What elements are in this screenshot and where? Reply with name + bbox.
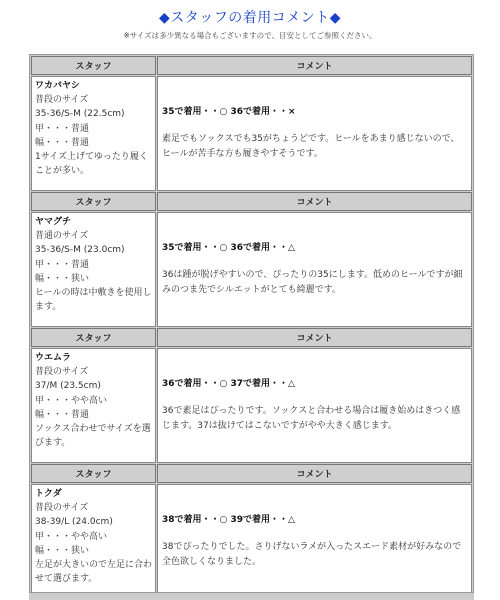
page-title: ◆スタッフの着用コメント◆ [158,10,342,26]
comment-text: 36は踵が脱げやすいので、ぴったりの35にします。低めのヒールですが細みのつま先でシルエットがとても綺麗です。 [162,270,463,295]
header-row [31,328,472,347]
staff-name: ウエムラ [35,353,72,363]
staff-extra: 左足が大きいので左足に合わせて選びます。 [35,560,153,585]
staff-name: トクダ [35,489,62,499]
size-note: ※サイズは多少異なる場合もございますので、目安としてご参照ください。 [123,31,377,40]
header-row [31,56,472,75]
usual-size-label: 普通のサイズ [35,231,89,242]
instep: 甲・・・普通 [35,123,90,134]
staff-comment [157,348,472,463]
staff-row [31,484,472,599]
staff-comment [157,484,472,599]
staff-name: ヤマグチ [35,217,72,227]
staff-header: スタッフ [31,464,156,483]
staff-comment-table [29,54,474,600]
staff-row [31,76,472,191]
header-row [31,192,472,211]
staff-header: スタッフ [31,328,156,347]
usual-size: 37/M (23.5cm) [35,381,101,392]
usual-size: 38-39/L (24.0cm) [35,517,113,528]
table-bottom-edge [29,592,474,600]
staff-row [31,212,472,327]
instep: 甲・・・普通 [35,259,90,270]
fit-result: 38で着用・・○ 39で着用・・△ [162,515,295,525]
comment-header: コメント [157,192,472,211]
fit-result: 35で着用・・○ 36で着用・・△ [162,243,295,253]
comment-header: コメント [157,328,472,347]
comment-text: 素足でもソックスでも35がちょうどです。ヒールをあまり感じないので、ヒールが苦手な方も履きやすそうです。 [162,134,460,159]
staff-comment [157,76,472,191]
staff-info [31,76,156,191]
staff-header: スタッフ [31,192,156,211]
staff-header: スタッフ [31,56,156,75]
foot-width: 幅・・・狭い [35,545,90,556]
instep: 甲・・・やや高い [35,531,108,542]
usual-size: 35-36/S-M (22.5cm) [35,109,125,120]
staff-info [31,212,156,327]
staff-name: ワカバヤシ [35,81,80,91]
instep: 甲・・・やや高い [35,395,108,406]
usual-size-label: 普段のサイズ [35,503,89,514]
usual-size-label: 普段のサイズ [35,95,89,106]
staff-info [31,348,156,463]
fit-result: 36で着用・・○ 37で着用・・△ [162,379,295,389]
comment-header: コメント [157,464,472,483]
staff-row [31,348,472,463]
staff-info [31,484,156,599]
staff-comment [157,212,472,327]
header-row [31,464,472,483]
comment-header: コメント [157,56,472,75]
foot-width: 幅・・・普通 [35,137,90,148]
foot-width: 幅・・・普通 [35,409,90,420]
staff-extra: ヒールの時は中敷きを使用します。 [35,288,152,313]
staff-extra: ソックス合わせでサイズを選びます。 [35,424,151,449]
fit-result: 35で着用・・○ 36で着用・・× [162,107,296,117]
usual-size: 35-36/S-M (23.0cm) [35,245,125,256]
staff-extra: 1サイズ上げてゆったり履くことが多い。 [35,152,148,177]
comment-text: 36で素足はぴったりです。ソックスと合わせる場合は履き始めはきつく感じます。37は抜けてはこないですがやや大きく感じます。 [162,406,461,431]
usual-size-label: 普段のサイズ [35,367,89,378]
comment-text: 38でぴったりでした。さりげないラメが入ったスエード素材が好みなので全色欲しくなりました。 [162,542,462,567]
foot-width: 幅・・・狭い [35,273,90,284]
